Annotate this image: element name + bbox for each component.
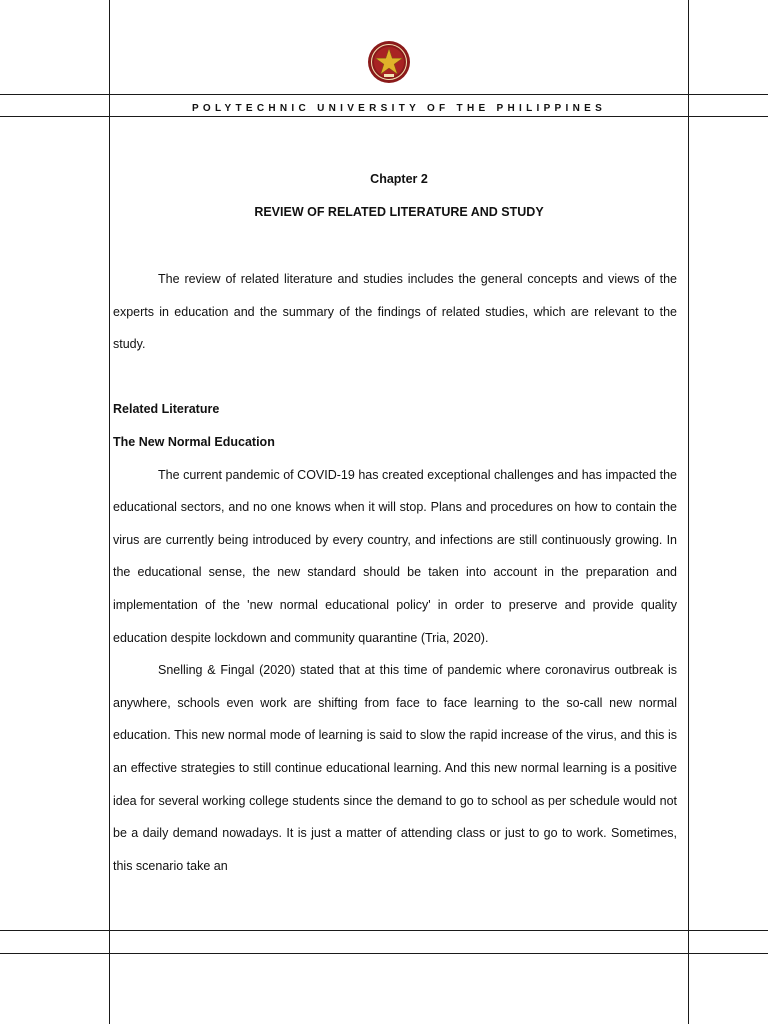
university-seal-icon	[367, 40, 411, 84]
right-margin-line	[688, 0, 689, 1024]
header-rule-top	[0, 94, 768, 95]
intro-paragraph: The review of related literature and studies includes the general concepts and views of the experts in education and the summary of the findings of related studies, which are relevant to the study.	[113, 272, 677, 352]
chapter-number: Chapter 2	[370, 172, 428, 186]
left-margin-line	[109, 0, 110, 1024]
body-paragraph: The current pandemic of COVID-19 has created exceptional challenges and has impacted the educational sectors, and no one knows when it will stop. Plans and procedures on how to contain the virus are currently being introduced by every country, and infections are still continuously growing. In the educational sense, the new standard should be taken into account in the preparation and implementation of the 'new normal educational policy' in order to preserve and provide quality education despite lockdown and community quarantine (Tria, 2020).	[113, 467, 677, 645]
body-paragraph: Snelling & Fingal (2020) stated that at this time of pandemic where coronavirus outbreak is anywhere, schools even work are shifting from face to face learning to the so-call new normal education. This new normal mode of learning is said to slow the rapid increase of the virus, and this is an effective strategies to still continue educational learning. And this new normal learning is a positive idea for several working college students since the demand to go to school as per schedule would not be a daily demand nowadays. It is just a matter of attending class or just to go to work. Sometimes, this scenario take an	[113, 663, 677, 873]
header-rule-bottom	[0, 116, 768, 117]
footer-rule-bottom	[0, 953, 768, 954]
section-heading: Related Literature	[113, 402, 220, 417]
subsection-heading: The New Normal Education	[113, 434, 275, 449]
document-body	[113, 263, 677, 882]
university-name: POLYTECHNIC UNIVERSITY OF THE PHILIPPINES	[191, 103, 607, 114]
chapter-title: REVIEW OF RELATED LITERATURE AND STUDY	[254, 205, 544, 219]
footer-rule-top	[0, 930, 768, 931]
